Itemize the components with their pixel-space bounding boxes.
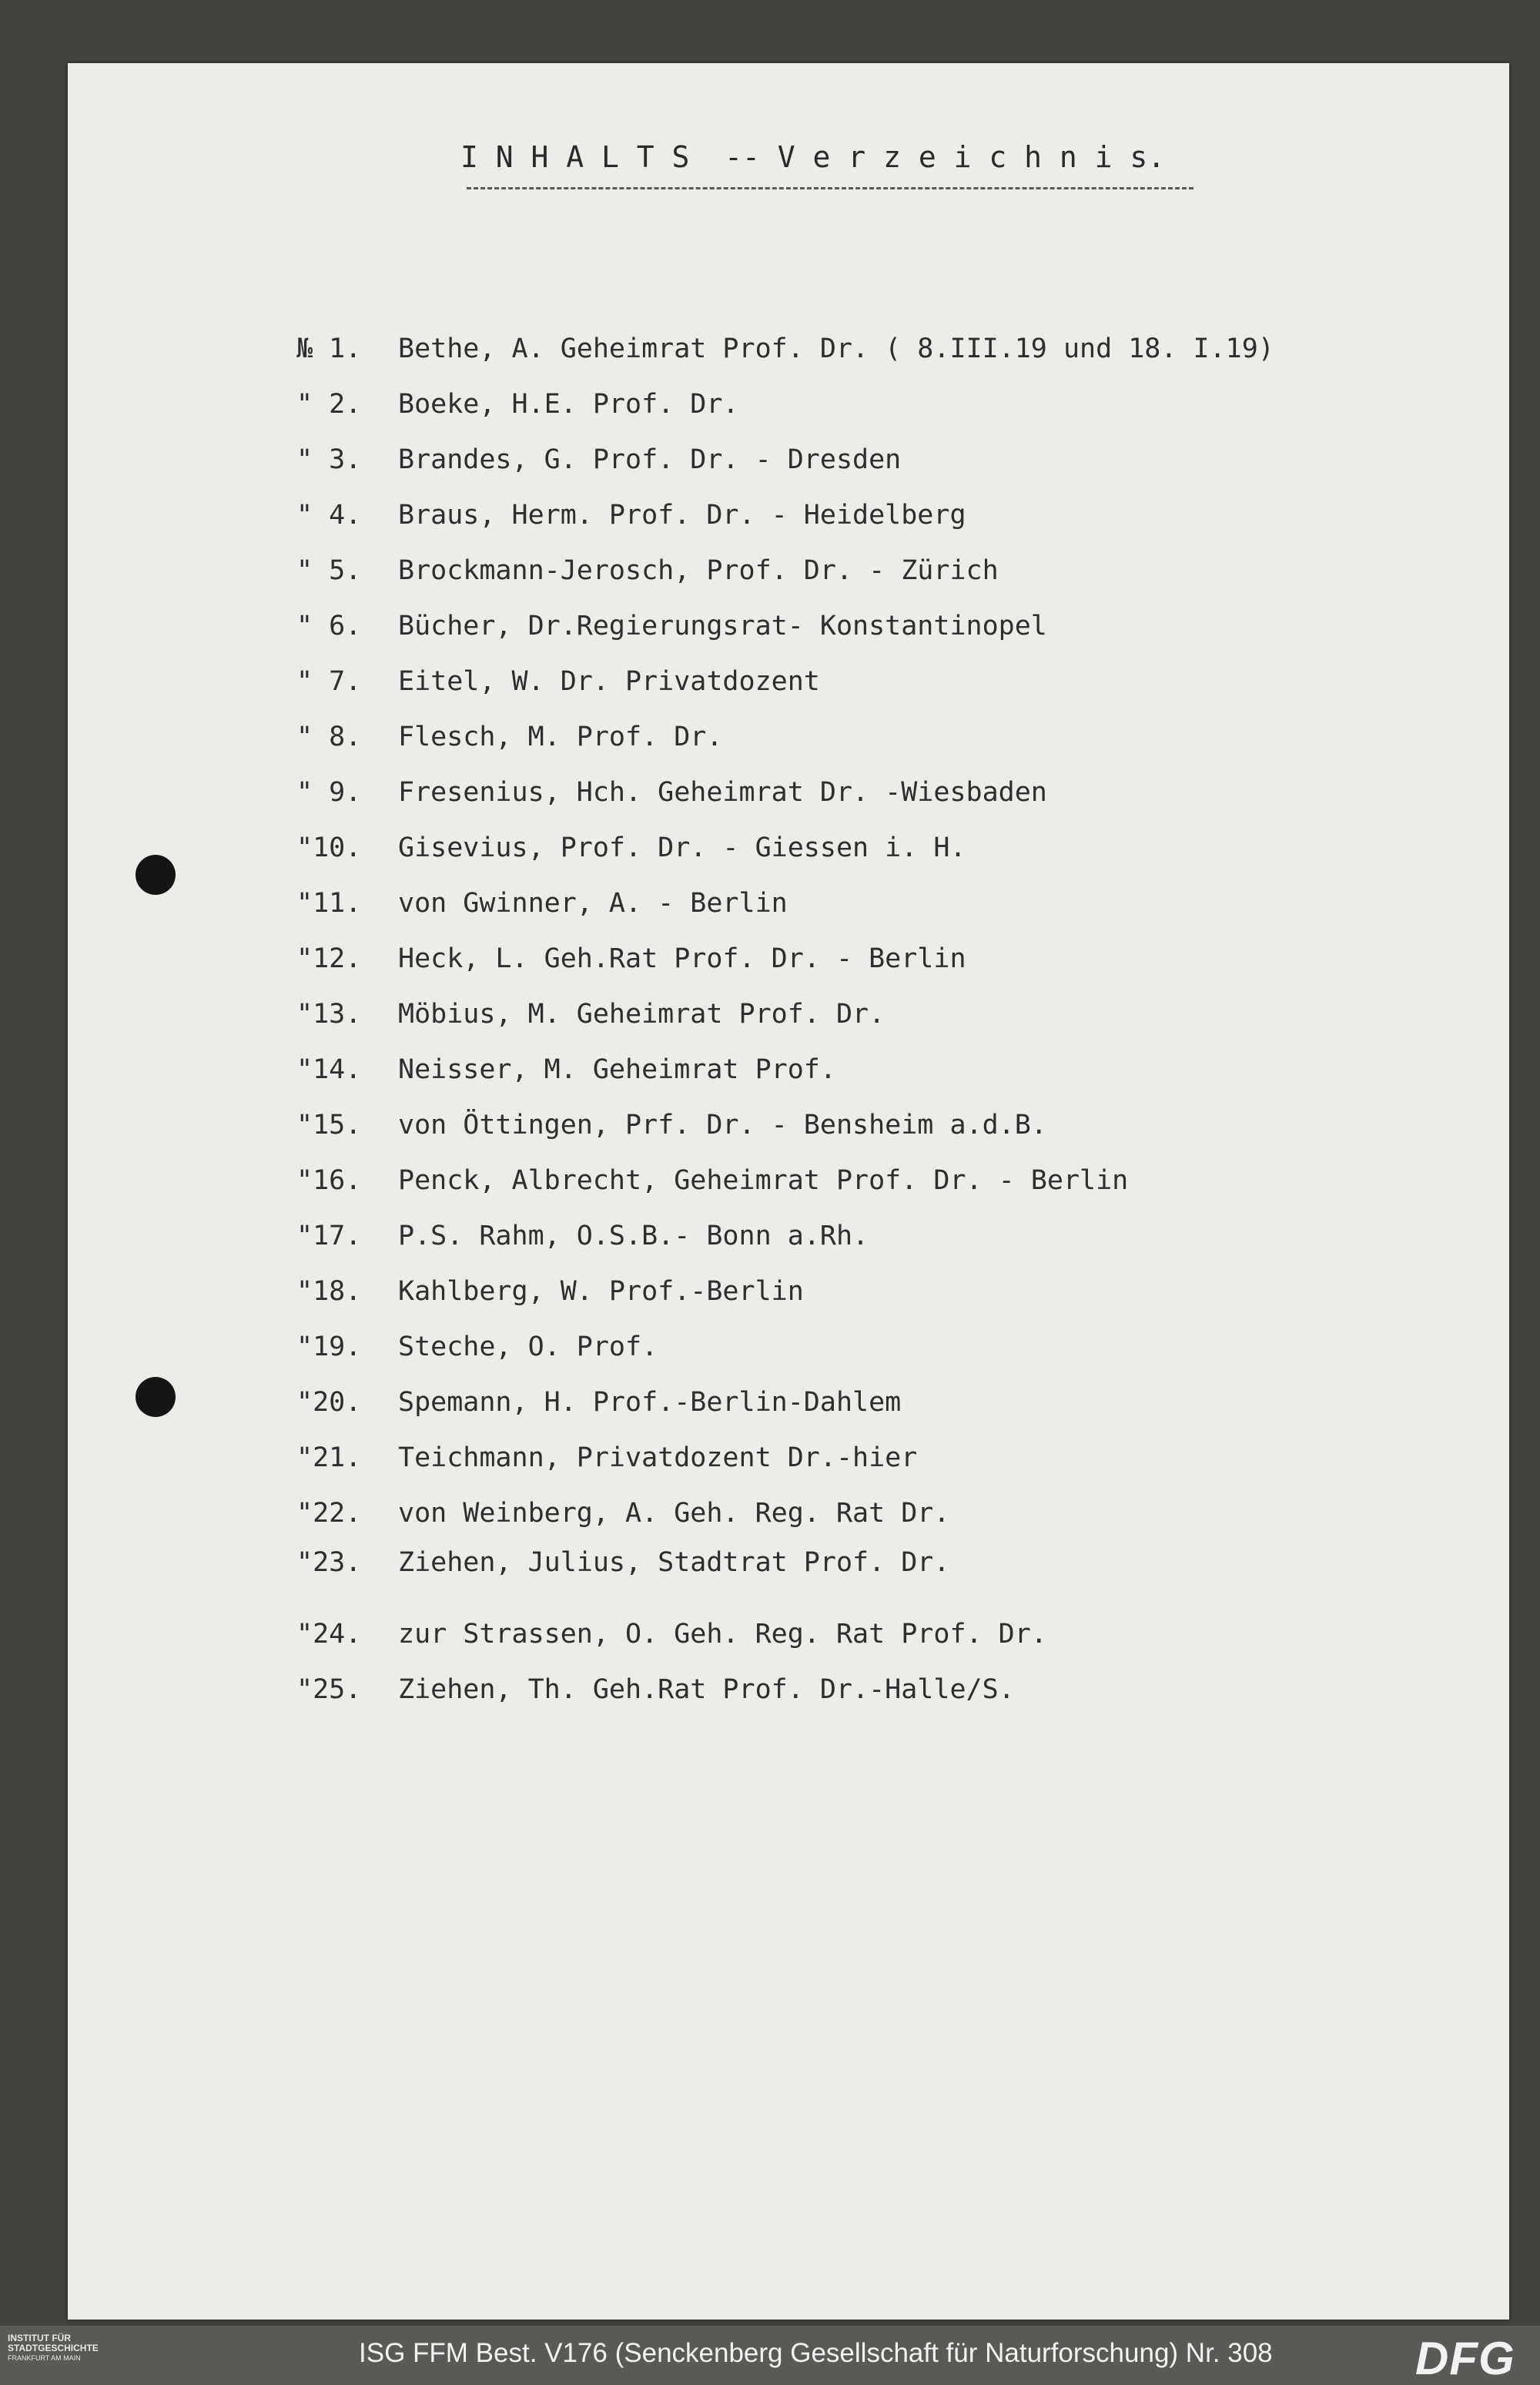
entry-number: " 6. xyxy=(296,611,362,641)
dfg-logo: DFG xyxy=(1415,2333,1515,2384)
document-title: I N H A L T S -- V e r z e i c h n i s. xyxy=(460,140,1166,174)
entry-text: Steche, O. Prof. xyxy=(398,1332,658,1362)
entry-16 xyxy=(296,1161,1128,1200)
entry-25 xyxy=(296,1670,1015,1709)
entry-text: Braus, Herm. Prof. Dr. - Heidelberg xyxy=(398,500,966,531)
entry-20 xyxy=(296,1383,901,1422)
entry-6 xyxy=(296,607,1047,645)
entry-text: Flesch, M. Prof. Dr. xyxy=(398,722,723,752)
entry-number: "17. xyxy=(296,1221,362,1251)
entry-text: Gisevius, Prof. Dr. - Giessen i. H. xyxy=(398,832,966,863)
entry-number: " 3. xyxy=(296,444,362,475)
punch-hole-bottom xyxy=(136,1377,176,1417)
entry-number: "12. xyxy=(296,943,362,974)
entry-18 xyxy=(296,1272,804,1311)
entry-text: Ziehen, Julius, Stadtrat Prof. Dr. xyxy=(398,1547,950,1578)
entry-24 xyxy=(296,1615,1047,1653)
entry-3 xyxy=(296,440,901,479)
entry-text: von Weinberg, A. Geh. Reg. Rat Dr. xyxy=(398,1498,950,1529)
entry-4 xyxy=(296,496,966,534)
entry-text: Fresenius, Hch. Geheimrat Dr. -Wiesbaden xyxy=(398,777,1047,808)
entry-text: Bücher, Dr.Regierungsrat- Konstantinopel xyxy=(398,611,1047,641)
punch-hole-top xyxy=(136,855,176,895)
entry-2 xyxy=(296,385,739,424)
entry-text: Neisser, M. Geheimrat Prof. xyxy=(398,1054,836,1085)
entry-number: " 8. xyxy=(296,722,362,752)
entry-text: Heck, L. Geh.Rat Prof. Dr. - Berlin xyxy=(398,943,966,974)
entry-text: von Öttingen, Prf. Dr. - Bensheim a.d.B. xyxy=(398,1110,1047,1141)
entry-number: "20. xyxy=(296,1387,362,1418)
entry-number: "25. xyxy=(296,1674,362,1705)
entry-15 xyxy=(296,1106,1047,1144)
entry-17 xyxy=(296,1217,869,1255)
entry-text: zur Strassen, O. Geh. Reg. Rat Prof. Dr. xyxy=(398,1619,1047,1650)
entry-12 xyxy=(296,940,966,978)
entry-5 xyxy=(296,551,999,590)
entry-text: Teichmann, Privatdozent Dr.-hier xyxy=(398,1442,918,1473)
entry-number: "10. xyxy=(296,832,362,863)
entry-1 xyxy=(296,330,1274,368)
entry-number: " 9. xyxy=(296,777,362,808)
entry-text: Bethe, A. Geheimrat Prof. Dr. ( 8.III.19 und 18. I.19) xyxy=(398,333,1274,364)
entry-number: "19. xyxy=(296,1332,362,1362)
entry-text: Boeke, H.E. Prof. Dr. xyxy=(398,389,739,420)
entry-19 xyxy=(296,1328,658,1366)
entry-number: " 5. xyxy=(296,555,362,586)
entry-number: " 4. xyxy=(296,500,362,531)
entry-10 xyxy=(296,829,966,867)
entry-number: "21. xyxy=(296,1442,362,1473)
entry-text: Penck, Albrecht, Geheimrat Prof. Dr. - Berlin xyxy=(398,1165,1129,1196)
entry-text: Möbius, M. Geheimrat Prof. Dr. xyxy=(398,999,886,1030)
entry-number: "18. xyxy=(296,1276,362,1307)
entry-text: Kahlberg, W. Prof.-Berlin xyxy=(398,1276,804,1307)
entry-23 xyxy=(296,1543,949,1582)
entry-number: "24. xyxy=(296,1619,362,1650)
institute-logo xyxy=(8,2333,131,2363)
entry-text: P.S. Rahm, O.S.B.- Bonn a.Rh. xyxy=(398,1221,869,1251)
institute-line-3: FRANKFURT AM MAIN xyxy=(8,2354,81,2362)
entry-13 xyxy=(296,995,885,1033)
entry-8 xyxy=(296,718,722,756)
entry-number: " 7. xyxy=(296,666,362,697)
entry-number: № 1. xyxy=(296,333,362,364)
entry-number: "16. xyxy=(296,1165,362,1196)
institute-line-1: INSTITUT FÜR xyxy=(8,2333,71,2343)
entry-number: "11. xyxy=(296,888,362,919)
entry-number: "23. xyxy=(296,1547,362,1578)
entry-14 xyxy=(296,1050,836,1089)
entry-7 xyxy=(296,662,820,701)
entry-text: Spemann, H. Prof.-Berlin-Dahlem xyxy=(398,1387,902,1418)
entry-11 xyxy=(296,884,788,923)
entry-text: Eitel, W. Dr. Privatdozent xyxy=(398,666,820,697)
entry-number: "14. xyxy=(296,1054,362,1085)
title-underline xyxy=(467,187,1194,189)
entry-number: "22. xyxy=(296,1498,362,1529)
institute-line-2: STADTGESCHICHTE xyxy=(8,2343,99,2353)
archive-footer-bar xyxy=(0,2326,1540,2385)
entry-text: Ziehen, Th. Geh.Rat Prof. Dr.-Halle/S. xyxy=(398,1674,1015,1705)
entry-text: Brandes, G. Prof. Dr. - Dresden xyxy=(398,444,902,475)
entry-9 xyxy=(296,773,1047,812)
archive-caption: ISG FFM Best. V176 (Senckenberg Gesellschaft für Naturforschung) Nr. 308 xyxy=(359,2338,1273,2368)
entry-number: " 2. xyxy=(296,389,362,420)
entry-number: "15. xyxy=(296,1110,362,1141)
entry-number: "13. xyxy=(296,999,362,1030)
entry-22 xyxy=(296,1494,949,1532)
entry-text: Brockmann-Jerosch, Prof. Dr. - Zürich xyxy=(398,555,999,586)
entry-text: von Gwinner, A. - Berlin xyxy=(398,888,788,919)
entry-21 xyxy=(296,1439,917,1477)
